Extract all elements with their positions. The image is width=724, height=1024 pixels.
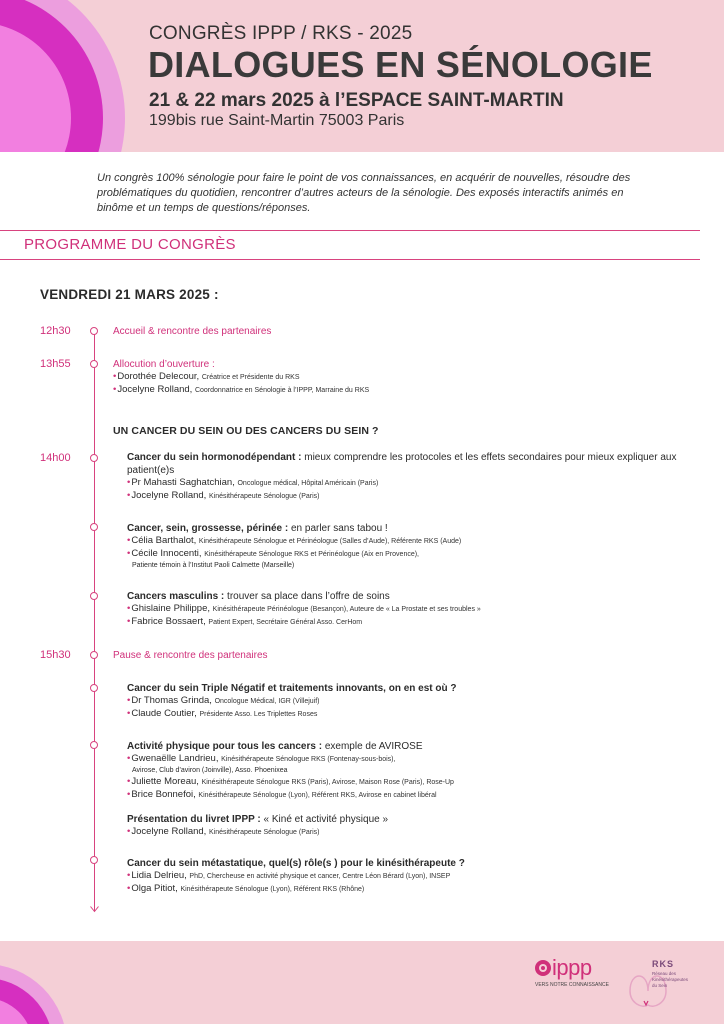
section-heading: UN CANCER DU SEIN OU DES CANCERS DU SEIN ? xyxy=(113,425,379,437)
decorative-disc-icon xyxy=(0,0,140,152)
session-physical-activity xyxy=(127,740,687,802)
footer-banner: ippp VERS NOTRE CONNAISSANCE RKS Réseau des Kinésithérapeutes du Sein xyxy=(0,941,724,1024)
session-pregnancy xyxy=(127,522,687,571)
event-label: Pause & rencontre des partenaires xyxy=(113,650,268,661)
intro-paragraph: Un congrès 100% sénologie pour faire le point de vos connaissances, en acquérir de nouvelles, résoudre des problématiques du quotidien, rencontrer d’autres acteurs de la sénologie. Des exposés interactifs animés en binôme et un temps de questions/réponses. xyxy=(97,172,631,214)
programme-title: PROGRAMME DU CONGRÈS xyxy=(24,236,236,253)
session-opening xyxy=(113,358,673,397)
timeline-dot xyxy=(90,327,98,335)
session-title: Cancer du sein Triple Négatif et traitements innovants, on en est où ? xyxy=(127,683,457,694)
speaker: •Dr Thomas Grinda, Oncologue Médical, IGR (Villejuif) xyxy=(127,695,320,706)
speaker: •Claude Coutier, Présidente Asso. Les Triplettes Roses xyxy=(127,708,318,719)
session-title: Cancers masculins : trouver sa place dans l’offre de soins xyxy=(127,591,390,602)
event-address: 199bis rue Saint-Martin 75003 Paris xyxy=(149,112,405,129)
header-banner xyxy=(0,0,724,152)
event-label: Accueil & rencontre des partenaires xyxy=(113,326,272,337)
speaker: •Célia Barthalot, Kinésithérapeute Sénologue et Périnéologue (Salles d’Aude), Référente RKS (Aude) xyxy=(127,535,462,546)
time-label: 15h30 xyxy=(40,649,71,661)
session-title: Cancer, sein, grossesse, périnée : en parler sans tabou ! xyxy=(127,523,388,534)
session-triple-negative xyxy=(127,682,687,721)
speaker: •Brice Bonnefoi, Kinésithérapeute Sénologue (Lyon), Référent RKS, Avirose en cabinet libéral xyxy=(127,789,437,800)
session-title: Cancer du sein hormonodépendant : mieux comprendre les protocoles et les effets secondaires pour mieux expliquer aux patient(e)s xyxy=(127,452,677,476)
speaker: •Jocelyne Rolland, Coordonnatrice en Sénologie à l’IPPP, Marraine du RKS xyxy=(113,384,370,395)
divider xyxy=(0,230,700,231)
session-male-cancers xyxy=(127,590,687,629)
speaker: •Cécile Innocenti, Kinésithérapeute Sénologue RKS et Périnéologue (Aix en Provence), Patiente témoin à l’Institut Paoli Calmette (Marseille) xyxy=(127,548,420,569)
time-label: 13h55 xyxy=(40,358,71,370)
session-title: Cancer du sein métastatique, quel(s) rôle(s ) pour le kinésithérapeute ? xyxy=(127,858,465,869)
session-booklet xyxy=(127,813,687,839)
speaker: •Gwenaëlle Landrieu, Kinésithérapeute Sénologue RKS (Fontenay-sous-bois), Avirose, Club d’aviron (Joinville), Asso. Phoenixea xyxy=(127,753,396,774)
session-hormone xyxy=(127,451,687,503)
speaker: •Fabrice Bossaert, Patient Expert, Secrétaire Général Asso. CerHom xyxy=(127,616,363,627)
session-title: Allocution d’ouverture : xyxy=(113,359,215,370)
speaker: •Jocelyne Rolland, Kinésithérapeute Sénologue (Paris) xyxy=(127,490,320,501)
page-title: DIALOGUES EN SÉNOLOGIE xyxy=(148,44,653,85)
timeline-dot xyxy=(90,360,98,368)
timeline-dot xyxy=(90,523,98,531)
timeline-dot xyxy=(90,741,98,749)
time-label: 14h00 xyxy=(40,452,71,464)
time-label: 12h30 xyxy=(40,325,71,337)
speaker: •Ghislaine Philippe, Kinésithérapeute Périnéologue (Besançon), Auteure de « La Prostate et ses troubles » xyxy=(127,603,481,614)
timeline-arrow-icon xyxy=(90,905,99,914)
divider xyxy=(0,259,700,260)
speaker: •Olga Pitiot, Kinésithérapeute Sénologue (Lyon), Référent RKS (Rhône) xyxy=(127,883,365,894)
session-title: Présentation du livret IPPP : « Kiné et activité physique » xyxy=(127,814,389,825)
day-title: VENDREDI 21 MARS 2025 : xyxy=(40,287,219,302)
timeline-line xyxy=(94,331,95,911)
timeline-dot xyxy=(90,454,98,462)
speaker: •Lidia Delrieu, PhD, Chercheuse en activité physique et cancer, Centre Léon Bérard (Lyon), INSEP xyxy=(127,870,451,881)
timeline-dot xyxy=(90,856,98,864)
speaker: •Juliette Moreau, Kinésithérapeute Sénologue RKS (Paris), Avirose, Maison Rose (Paris), Rose-Up xyxy=(127,776,454,787)
event-date: 21 & 22 mars 2025 à l’ESPACE SAINT-MARTIN xyxy=(149,90,564,111)
rks-logo: RKS Réseau des Kinésithérapeutes du Sein xyxy=(628,955,708,1015)
decorative-disc-icon xyxy=(0,941,100,1024)
ippp-logo-icon xyxy=(534,959,552,977)
session-title: Activité physique pour tous les cancers : exemple de AVIROSE xyxy=(127,741,423,752)
speaker: •Pr Mahasti Saghatchian, Oncologue médical, Hôpital Américain (Paris) xyxy=(127,477,379,488)
timeline-dot xyxy=(90,651,98,659)
congress-name: CONGRÈS IPPP / RKS - 2025 xyxy=(149,23,413,44)
timeline-dot xyxy=(90,592,98,600)
speaker: •Jocelyne Rolland, Kinésithérapeute Sénologue (Paris) xyxy=(127,826,320,837)
speaker: •Dorothée Delecour, Créatrice et Présidente du RKS xyxy=(113,371,300,382)
session-metastatic xyxy=(127,857,687,896)
timeline-dot xyxy=(90,684,98,692)
